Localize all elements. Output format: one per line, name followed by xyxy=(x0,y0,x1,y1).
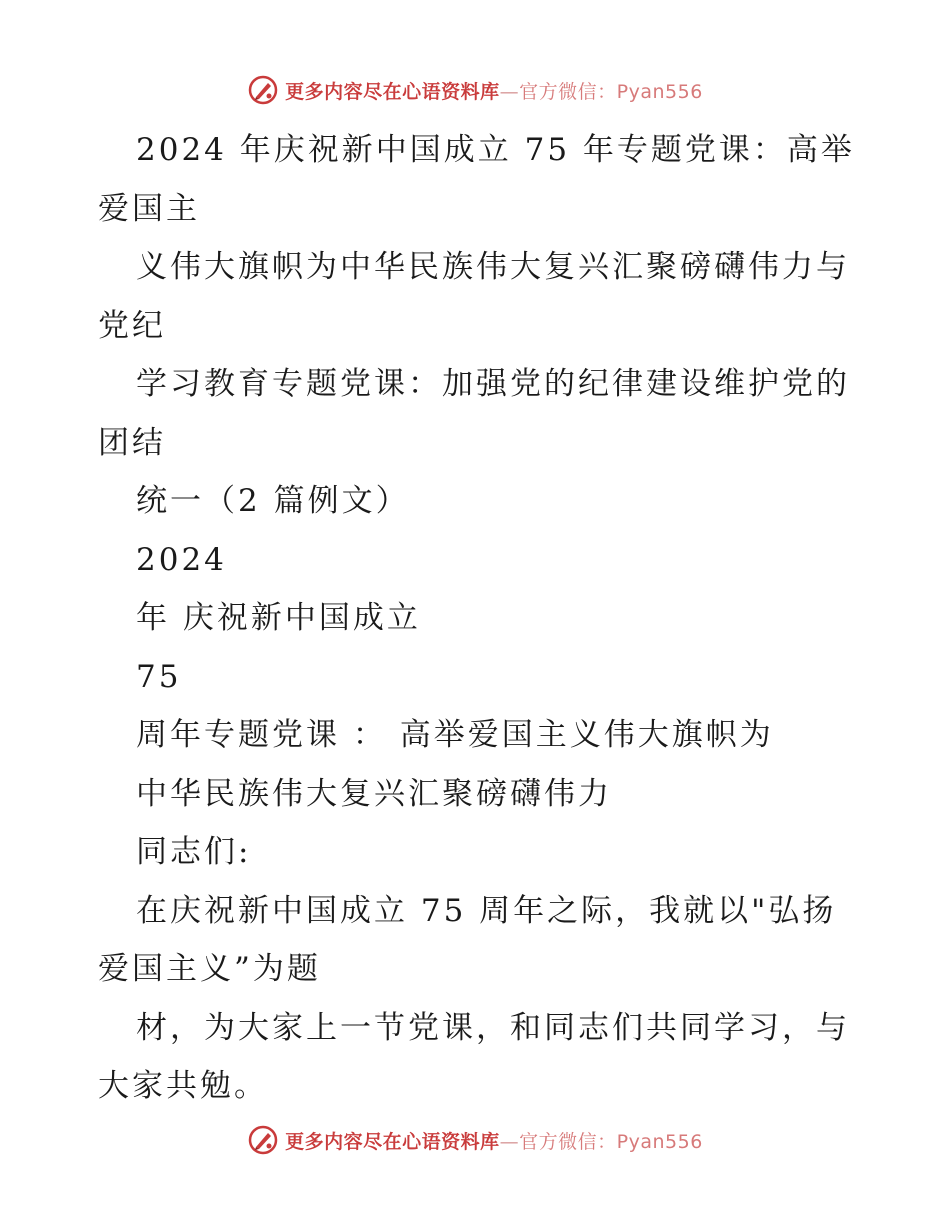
text-line: 义伟大旗帜为中华民族伟大复兴汇聚磅礴伟力与 xyxy=(136,249,850,285)
pen-logo-icon xyxy=(247,1124,279,1156)
watermark-wechat: 官方微信：Pyan556 xyxy=(519,1130,703,1153)
text-line: 党纪 xyxy=(98,307,166,344)
text-line: 统一（2 篇例文） xyxy=(136,483,410,519)
watermark-brand: 更多内容尽在心语资料库 xyxy=(285,1130,500,1153)
text-line: 爱国主义”为题 xyxy=(98,951,321,987)
footer-watermark xyxy=(0,1120,950,1160)
text-line: 学习教育专题党课：加强党的纪律建设维护党的 xyxy=(136,366,850,402)
text-line: 2024 xyxy=(136,541,227,578)
text-line: 材，为大家上一节党课，和同志们共同学习，与 xyxy=(136,1009,850,1046)
text-line: 年 庆祝新中国成立 xyxy=(136,600,421,636)
pen-logo-icon xyxy=(247,74,279,106)
text-line: 大家共勉。 xyxy=(98,1068,268,1104)
text-line: 2024 年庆祝新中国成立 75 年专题党课：高举 xyxy=(136,132,855,168)
watermark-text xyxy=(285,77,703,104)
text-line: 75 xyxy=(136,658,182,695)
watermark-text xyxy=(285,1127,703,1154)
document-body xyxy=(98,121,858,1116)
header-watermark xyxy=(0,70,950,110)
text-line: 团结 xyxy=(98,424,166,461)
watermark-brand: 更多内容尽在心语资料库 xyxy=(285,80,500,103)
watermark-wechat: 官方微信：Pyan556 xyxy=(519,80,703,103)
text-line: 周年专题党课 ： 高举爱国主义伟大旗帜为 xyxy=(136,717,774,753)
text-line: 在庆祝新中国成立 75 周年之际，我就以"弘扬 xyxy=(136,892,837,929)
text-line: 同志们: xyxy=(136,834,252,870)
watermark-separator: — xyxy=(499,1130,520,1153)
text-line: 中华民族伟大复兴汇聚磅礴伟力 xyxy=(136,775,612,812)
watermark-separator: — xyxy=(499,80,520,103)
text-line: 爱国主 xyxy=(98,190,200,227)
